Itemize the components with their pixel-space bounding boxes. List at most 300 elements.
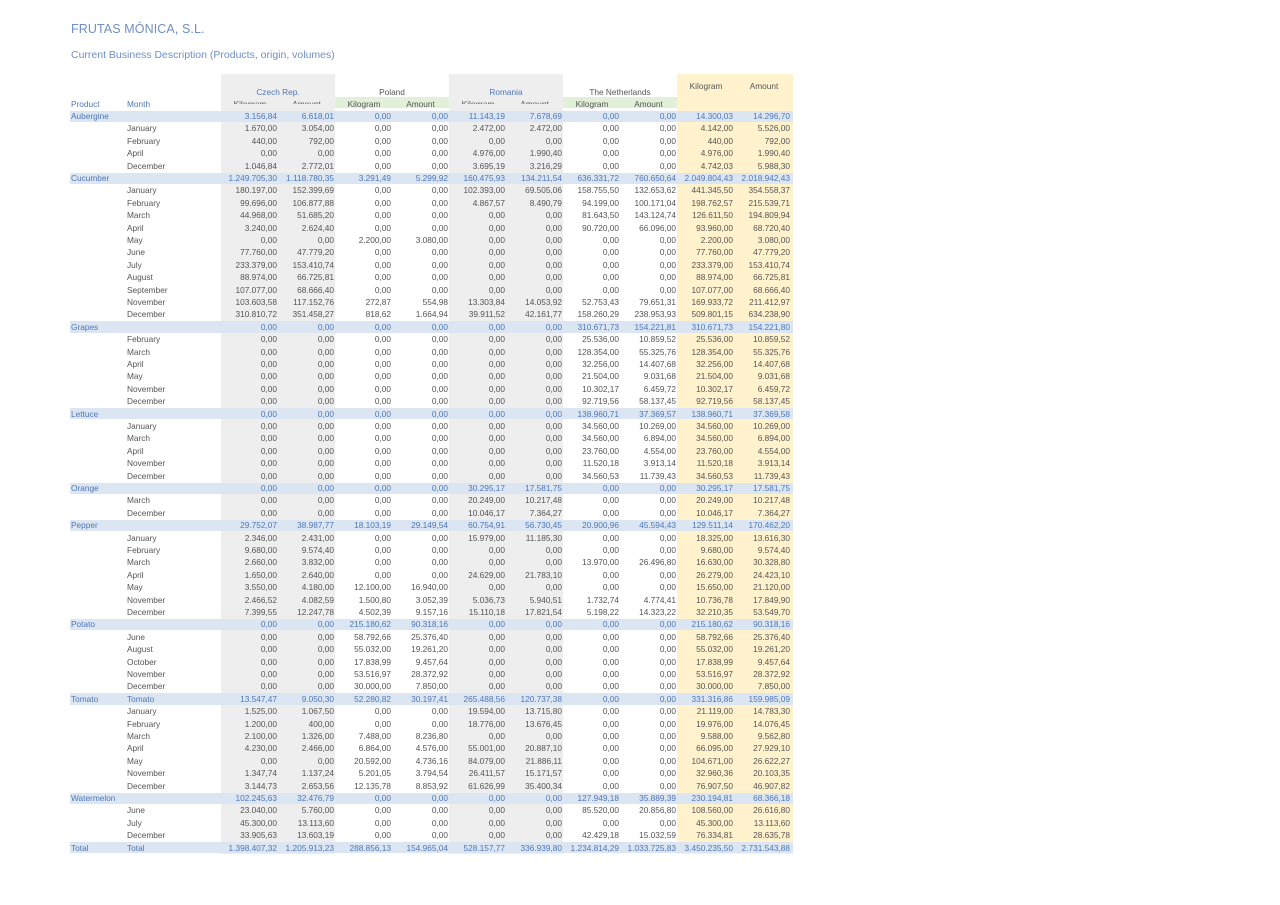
value-cell: 128.354,00 <box>691 346 733 357</box>
value-cell: 10.269,00 <box>639 421 676 431</box>
value-cell: 0,00 <box>431 718 448 729</box>
value-cell: 554,98 <box>422 297 448 307</box>
value-cell: 2.472,00 <box>472 123 505 134</box>
value-cell: 0,00 <box>602 495 619 506</box>
value-cell: 0,00 <box>431 495 448 506</box>
value-cell: 0,00 <box>488 830 505 841</box>
value-cell: 0,00 <box>374 817 391 828</box>
value-cell: 0,00 <box>260 470 277 481</box>
value-cell: 34.560,00 <box>582 421 619 431</box>
value-cell: 2.018.942,43 <box>741 173 790 183</box>
value-cell: 0,00 <box>317 383 334 394</box>
value-cell: 0,00 <box>488 619 505 630</box>
value-cell: 0,00 <box>431 483 448 493</box>
value-cell: 102.393,00 <box>463 185 505 196</box>
value-cell: 20.856,80 <box>639 805 676 816</box>
value-cell: 265.488,56 <box>463 693 505 704</box>
value-cell: 9.562,80 <box>757 731 790 741</box>
value-cell: 0,00 <box>602 755 619 766</box>
value-cell: 23.040,00 <box>240 805 277 816</box>
value-cell: 9.031,68 <box>757 371 790 382</box>
value-cell: 0,00 <box>374 470 391 481</box>
product-header: Product <box>71 99 100 109</box>
value-cell: 30.328,80 <box>753 557 790 568</box>
month-cell: February <box>127 334 161 345</box>
value-cell: 21.119,00 <box>696 706 733 717</box>
value-cell: 58.137,45 <box>639 396 676 407</box>
value-cell: 7.488,00 <box>358 731 391 741</box>
value-cell: 0,00 <box>488 421 505 431</box>
value-cell: 58.792,66 <box>696 631 733 642</box>
value-cell: 0,00 <box>488 247 505 258</box>
netherlands-amount-header: Amount <box>634 99 663 109</box>
value-cell: 509.801,15 <box>691 309 733 320</box>
value-cell: 4.554,00 <box>757 445 790 456</box>
value-cell: 3.054,00 <box>301 123 334 134</box>
value-cell: 0,00 <box>431 445 448 456</box>
value-cell: 0,00 <box>545 222 562 233</box>
value-cell: 0,00 <box>260 421 277 431</box>
value-cell: 7.399,55 <box>244 607 277 617</box>
value-cell: 10.217,48 <box>753 495 790 506</box>
value-cell: 3.913,14 <box>757 458 790 469</box>
value-cell: 0,00 <box>659 619 676 630</box>
value-cell: 13.676,45 <box>525 718 562 729</box>
product-cell: Pepper <box>71 520 98 531</box>
value-cell: 1.200,00 <box>244 718 277 729</box>
value-cell: 0,00 <box>488 817 505 828</box>
value-cell: 0,00 <box>374 706 391 717</box>
value-cell: 1.033.725,83 <box>627 842 676 853</box>
value-cell: 11.185,30 <box>525 532 562 543</box>
value-cell: 0,00 <box>317 433 334 444</box>
value-cell: 38.987,77 <box>297 520 334 531</box>
value-cell: 3.794,54 <box>415 768 448 779</box>
value-cell: 0,00 <box>545 470 562 481</box>
value-cell: 0,00 <box>488 656 505 667</box>
value-cell: 3.080,00 <box>415 235 448 245</box>
value-cell: 1.067,50 <box>301 706 334 717</box>
value-cell: 0,00 <box>602 693 619 704</box>
value-cell: 88.974,00 <box>240 272 277 283</box>
value-cell: 100.171,04 <box>634 197 676 208</box>
value-cell: 1.347,74 <box>244 768 277 779</box>
value-cell: 0,00 <box>602 532 619 543</box>
value-cell: 230.194,81 <box>691 793 733 803</box>
value-cell: 30.295,17 <box>696 483 733 493</box>
value-cell: 0,00 <box>488 793 505 803</box>
value-cell: 5.198,22 <box>586 607 619 617</box>
value-cell: 0,00 <box>545 817 562 828</box>
value-cell: 47.779,20 <box>297 247 334 258</box>
value-cell: 26.616,80 <box>753 805 790 816</box>
value-cell: 10.269,00 <box>753 421 790 431</box>
value-cell: 1.990,40 <box>757 148 790 159</box>
value-cell: 310.671,73 <box>691 321 733 332</box>
value-cell: 60.754,91 <box>468 520 505 531</box>
value-cell: 3.291,49 <box>358 173 391 183</box>
netherlands-kilogram-header: Kilogram <box>575 99 609 109</box>
value-cell: 0,00 <box>602 681 619 692</box>
value-cell: 0,00 <box>659 247 676 258</box>
value-cell: 0,00 <box>374 396 391 407</box>
value-cell: 66.096,00 <box>639 222 676 233</box>
value-cell: 0,00 <box>431 830 448 841</box>
value-cell: 4.976,00 <box>700 148 733 159</box>
value-cell: 5.940,51 <box>529 594 562 605</box>
value-cell: 17.838,99 <box>354 656 391 667</box>
value-cell: 85.520,00 <box>582 805 619 816</box>
report-subtitle: Current Business Description (Products, origin, volumes) <box>71 49 335 61</box>
value-cell: 0,00 <box>545 284 562 295</box>
month-cell: January <box>127 706 157 717</box>
value-cell: 169.933,72 <box>691 297 733 307</box>
value-cell: 0,00 <box>602 817 619 828</box>
value-cell: 17.581,75 <box>525 483 562 493</box>
value-cell: 35.400,34 <box>525 780 562 791</box>
value-cell: 88.974,00 <box>696 272 733 283</box>
value-cell: 17.838,99 <box>696 656 733 667</box>
value-cell: 132.653,62 <box>634 185 676 196</box>
value-cell: 23.760,00 <box>696 445 733 456</box>
value-cell: 10.736,78 <box>696 594 733 605</box>
value-cell: 28.635,78 <box>753 830 790 841</box>
czech-header: Czech Rep. <box>256 87 300 97</box>
value-cell: 28.372,92 <box>411 669 448 679</box>
value-cell: 0,00 <box>488 408 505 419</box>
value-cell: 0,00 <box>317 644 334 655</box>
value-cell: 0,00 <box>602 284 619 295</box>
value-cell: 0,00 <box>602 160 619 171</box>
value-cell: 0,00 <box>260 433 277 444</box>
value-cell: 12.247,78 <box>297 607 334 617</box>
value-cell: 0,00 <box>431 272 448 283</box>
value-cell: 10.046,17 <box>468 507 505 518</box>
value-cell: 0,00 <box>317 483 334 493</box>
value-cell: 103.603,58 <box>235 297 277 307</box>
value-cell: 170.462,20 <box>748 520 790 531</box>
value-cell: 0,00 <box>545 334 562 345</box>
value-cell: 198.762,57 <box>691 197 733 208</box>
value-cell: 0,00 <box>317 507 334 518</box>
value-cell: 20.249,00 <box>468 495 505 506</box>
value-cell: 4.867,57 <box>472 197 505 208</box>
value-cell: 77.760,00 <box>240 247 277 258</box>
value-cell: 117.152,76 <box>293 297 334 307</box>
value-cell: 29.752,07 <box>240 520 277 531</box>
value-cell: 19.594,00 <box>468 706 505 717</box>
value-cell: 11.739,43 <box>753 470 790 481</box>
value-cell: 153.410,74 <box>292 259 334 270</box>
value-cell: 0,00 <box>545 644 562 655</box>
value-cell: 0,00 <box>260 383 277 394</box>
value-cell: 0,00 <box>545 346 562 357</box>
value-cell: 2.653,56 <box>301 780 334 791</box>
value-cell: 0,00 <box>431 532 448 543</box>
value-cell: 68.366,18 <box>753 793 790 803</box>
value-cell: 15.110,18 <box>468 607 505 617</box>
value-cell: 0,00 <box>545 359 562 369</box>
month-cell: November <box>127 669 166 679</box>
value-cell: 7.364,27 <box>757 507 790 518</box>
month-cell: May <box>127 582 143 593</box>
value-cell: 9.031,68 <box>643 371 676 382</box>
value-cell: 0,00 <box>317 148 334 159</box>
value-cell: 0,00 <box>488 272 505 283</box>
value-cell: 77.760,00 <box>696 247 733 258</box>
value-cell: 9.680,00 <box>700 545 733 555</box>
value-cell: 138.960,71 <box>691 408 733 419</box>
value-cell: 0,00 <box>602 235 619 245</box>
value-cell: 0,00 <box>545 669 562 679</box>
value-cell: 0,00 <box>659 148 676 159</box>
value-cell: 158.755,50 <box>577 185 619 196</box>
value-cell: 8.236,80 <box>415 731 448 741</box>
value-cell: 4.554,00 <box>643 445 676 456</box>
value-cell: 4.502,39 <box>358 607 391 617</box>
value-cell: 20.900,96 <box>582 520 619 531</box>
romania-header: Romania <box>489 87 523 97</box>
value-cell: 0,00 <box>659 731 676 741</box>
month-cell: June <box>127 631 145 642</box>
value-cell: 4.230,00 <box>244 743 277 754</box>
product-cell: Aubergine <box>71 111 109 121</box>
value-cell: 2.472,00 <box>529 123 562 134</box>
value-cell: 0,00 <box>602 545 619 555</box>
product-cell: Grapes <box>71 321 99 332</box>
value-cell: 0,00 <box>488 545 505 555</box>
value-cell: 0,00 <box>431 334 448 345</box>
value-cell: 0,00 <box>659 669 676 679</box>
value-cell: 108.560,00 <box>691 805 733 816</box>
value-cell: 2.100,00 <box>244 731 277 741</box>
value-cell: 13.616,30 <box>753 532 790 543</box>
value-cell: 0,00 <box>260 681 277 692</box>
value-cell: 20.592,00 <box>354 755 391 766</box>
value-cell: 9.574,40 <box>301 545 334 555</box>
month-cell: April <box>127 569 144 580</box>
value-cell: 154.221,80 <box>748 321 790 332</box>
month-header: Month <box>127 99 151 109</box>
value-cell: 68.720,40 <box>753 222 790 233</box>
value-cell: 14.407,68 <box>639 359 676 369</box>
value-cell: 0,00 <box>431 433 448 444</box>
value-cell: 0,00 <box>545 235 562 245</box>
value-cell: 99.696,00 <box>240 197 277 208</box>
value-cell: 6.459,72 <box>757 383 790 394</box>
value-cell: 0,00 <box>260 507 277 518</box>
value-cell: 0,00 <box>488 644 505 655</box>
value-cell: 9.588,00 <box>700 731 733 741</box>
value-cell: 1.398.407,32 <box>228 842 277 853</box>
value-cell: 3.156,84 <box>244 111 277 121</box>
value-cell: 153.410,74 <box>748 259 790 270</box>
value-cell: 14.323,22 <box>639 607 676 617</box>
value-cell: 0,00 <box>431 222 448 233</box>
value-cell: 13.547,47 <box>240 693 277 704</box>
value-cell: 13.113,60 <box>297 817 334 828</box>
month-cell: December <box>127 830 166 841</box>
value-cell: 0,00 <box>488 346 505 357</box>
value-cell: 1.205.913,23 <box>285 842 334 853</box>
value-cell: 2.346,00 <box>244 532 277 543</box>
month-cell: July <box>127 817 142 828</box>
value-cell: 5.299,92 <box>415 173 448 183</box>
value-cell: 0,00 <box>659 123 676 134</box>
value-cell: 1.118.780,35 <box>286 173 334 183</box>
value-cell: 2.660,00 <box>244 557 277 568</box>
value-cell: 0,00 <box>431 247 448 258</box>
value-cell: 0,00 <box>488 371 505 382</box>
value-cell: 0,00 <box>659 582 676 593</box>
value-cell: 0,00 <box>374 507 391 518</box>
value-cell: 68.666,40 <box>297 284 334 295</box>
value-cell: 28.372,92 <box>753 669 790 679</box>
value-cell: 0,00 <box>545 582 562 593</box>
month-cell: Tomato <box>127 693 155 704</box>
value-cell: 39.911,52 <box>468 309 505 320</box>
value-cell: 0,00 <box>431 458 448 469</box>
value-cell: 0,00 <box>374 830 391 841</box>
value-cell: 272,87 <box>365 297 391 307</box>
value-cell: 90.318,16 <box>753 619 790 630</box>
value-cell: 104.671,00 <box>691 755 733 766</box>
value-cell: 126.611,50 <box>692 210 733 221</box>
value-cell: 0,00 <box>374 532 391 543</box>
value-cell: 160.475,93 <box>463 173 505 183</box>
value-cell: 0,00 <box>431 359 448 369</box>
value-cell: 0,00 <box>431 148 448 159</box>
value-cell: 2.772,01 <box>301 160 334 171</box>
value-cell: 0,00 <box>317 755 334 766</box>
value-cell: 120.737,38 <box>520 693 562 704</box>
value-cell: 0,00 <box>602 582 619 593</box>
value-cell: 32.210,35 <box>696 607 733 617</box>
value-cell: 0,00 <box>659 718 676 729</box>
value-cell: 0,00 <box>545 433 562 444</box>
value-cell: 0,00 <box>317 408 334 419</box>
value-cell: 76.907,50 <box>696 780 733 791</box>
value-cell: 0,00 <box>317 495 334 506</box>
value-cell: 2.431,00 <box>301 532 334 543</box>
value-cell: 0,00 <box>431 210 448 221</box>
value-cell: 0,00 <box>488 284 505 295</box>
value-cell: 0,00 <box>374 445 391 456</box>
value-cell: 351.458,27 <box>292 309 334 320</box>
value-cell: 0,00 <box>545 210 562 221</box>
value-cell: 2.200,00 <box>358 235 391 245</box>
value-cell: 0,00 <box>431 817 448 828</box>
value-cell: 5.201,05 <box>358 768 391 779</box>
value-cell: 1.249.705,30 <box>228 173 277 183</box>
month-cell: April <box>127 222 144 233</box>
value-cell: 0,00 <box>545 545 562 555</box>
value-cell: 32.960,36 <box>696 768 733 779</box>
value-cell: 4.774,41 <box>643 594 676 605</box>
value-cell: 0,00 <box>488 135 505 146</box>
value-cell: 12.100,00 <box>354 582 391 593</box>
value-cell: 0,00 <box>431 197 448 208</box>
month-cell: December <box>127 780 166 791</box>
total-amount-header: Amount <box>749 81 779 91</box>
value-cell: 76.334,81 <box>696 830 733 841</box>
value-cell: 102.245,63 <box>235 793 277 803</box>
value-cell: 0,00 <box>488 470 505 481</box>
value-cell: 32.256,00 <box>582 359 619 369</box>
value-cell: 0,00 <box>602 272 619 283</box>
value-cell: 0,00 <box>374 222 391 233</box>
value-cell: 0,00 <box>545 135 562 146</box>
value-cell: 127.949,18 <box>577 793 619 803</box>
value-cell: 0,00 <box>317 321 334 332</box>
value-cell: 0,00 <box>659 656 676 667</box>
value-cell: 0,00 <box>317 631 334 642</box>
value-cell: 354.558,37 <box>748 185 790 196</box>
month-cell: June <box>127 805 145 816</box>
value-cell: 0,00 <box>374 210 391 221</box>
value-cell: 0,00 <box>659 284 676 295</box>
value-cell: 143.124,74 <box>634 210 676 221</box>
value-cell: 0,00 <box>374 495 391 506</box>
value-cell: 0,00 <box>260 148 277 159</box>
value-cell: 0,00 <box>602 631 619 642</box>
value-cell: 34.560,00 <box>582 433 619 444</box>
value-cell: 0,00 <box>545 259 562 270</box>
value-cell: 0,00 <box>374 421 391 431</box>
value-cell: 107.077,00 <box>691 284 733 295</box>
poland-amount-header: Amount <box>406 99 435 109</box>
value-cell: 0,00 <box>374 433 391 444</box>
value-cell: 0,00 <box>545 383 562 394</box>
value-cell: 8.853,92 <box>415 780 448 791</box>
value-cell: 238.953,93 <box>634 309 676 320</box>
value-cell: 0,00 <box>659 569 676 580</box>
value-cell: 0,00 <box>602 706 619 717</box>
value-cell: 0,00 <box>260 445 277 456</box>
value-cell: 19.261,20 <box>753 644 790 655</box>
value-cell: 11.520,18 <box>696 458 733 469</box>
value-cell: 0,00 <box>260 235 277 245</box>
value-cell: 0,00 <box>659 780 676 791</box>
value-cell: 15.032,59 <box>639 830 676 841</box>
value-cell: 0,00 <box>602 123 619 134</box>
month-cell: March <box>127 210 151 221</box>
value-cell: 0,00 <box>431 259 448 270</box>
value-cell: 0,00 <box>488 321 505 332</box>
value-cell: 2.640,00 <box>301 569 334 580</box>
value-cell: 4.576,00 <box>415 743 448 754</box>
value-cell: 0,00 <box>317 359 334 369</box>
value-cell: 0,00 <box>431 160 448 171</box>
value-cell: 0,00 <box>260 669 277 679</box>
value-cell: 1.234.814,29 <box>570 842 619 853</box>
value-cell: 0,00 <box>602 483 619 493</box>
value-cell: 52.753,43 <box>582 297 619 307</box>
value-cell: 107.077,00 <box>235 284 277 295</box>
month-cell: September <box>127 284 168 295</box>
value-cell: 158.260,29 <box>577 309 619 320</box>
value-cell: 0,00 <box>488 259 505 270</box>
month-cell: December <box>127 507 166 518</box>
value-cell: 24.423,10 <box>753 569 790 580</box>
value-cell: 310.810,72 <box>235 309 277 320</box>
value-cell: 35.889,39 <box>639 793 676 803</box>
value-cell: 5.760,00 <box>301 805 334 816</box>
value-cell: 79.651,31 <box>639 297 676 307</box>
value-cell: 233.379,00 <box>235 259 277 270</box>
value-cell: 0,00 <box>317 619 334 630</box>
value-cell: 7.364,27 <box>529 507 562 518</box>
